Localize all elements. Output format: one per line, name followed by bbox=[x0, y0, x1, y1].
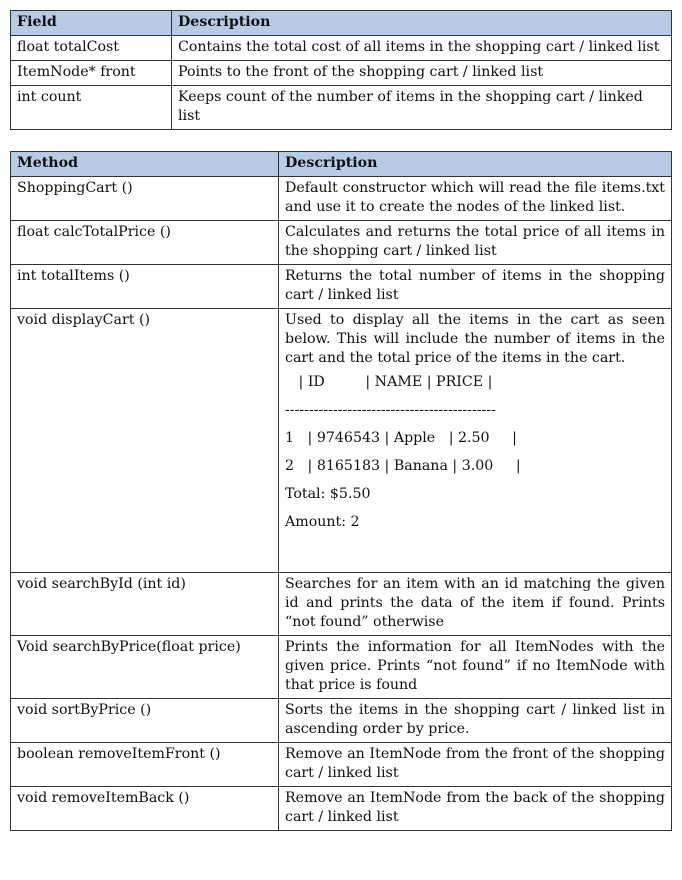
method-name: float calcTotalPrice () bbox=[11, 221, 279, 265]
table-row bbox=[11, 221, 672, 265]
method-name: void searchById (int id) bbox=[11, 573, 279, 636]
field-description: Contains the total cost of all items in the shopping cart / linked list bbox=[172, 36, 672, 61]
table-row bbox=[11, 309, 672, 573]
fields-header-description: Description bbox=[172, 11, 672, 36]
method-description: Returns the total number of items in the shopping cart / linked list bbox=[279, 265, 672, 309]
method-description: Remove an ItemNode from the back of the shopping cart / linked list bbox=[279, 787, 672, 831]
fields-table bbox=[10, 10, 672, 130]
table-row bbox=[11, 36, 672, 61]
table-row bbox=[11, 743, 672, 787]
display-example-line: 1 | 9746543 | Apple | 2.50 | bbox=[285, 430, 517, 446]
method-description: Default constructor which will read the file items.txt and use it to create the nodes of the linked list. bbox=[279, 177, 672, 221]
methods-header-row bbox=[11, 152, 672, 177]
display-example-amount: Amount: 2 bbox=[285, 514, 360, 530]
methods-table bbox=[10, 151, 672, 831]
method-description: Remove an ItemNode from the front of the shopping cart / linked list bbox=[279, 743, 672, 787]
table-row bbox=[11, 699, 672, 743]
display-example-total: Total: $5.50 bbox=[285, 486, 371, 502]
field-description: Points to the front of the shopping cart / linked list bbox=[172, 61, 672, 86]
display-example-separator: -------------------------------------------- bbox=[285, 402, 496, 418]
field-name: float totalCost bbox=[11, 36, 172, 61]
method-name: int totalItems () bbox=[11, 265, 279, 309]
method-name: ShoppingCart () bbox=[11, 177, 279, 221]
table-row bbox=[11, 61, 672, 86]
display-example-line: 2 | 8165183 | Banana | 3.00 | bbox=[285, 458, 521, 474]
methods-header-description: Description bbox=[279, 152, 672, 177]
method-name: void sortByPrice () bbox=[11, 699, 279, 743]
methods-header-method: Method bbox=[11, 152, 279, 177]
method-description-cell bbox=[279, 309, 672, 573]
method-name: boolean removeItemFront () bbox=[11, 743, 279, 787]
method-name: void removeItemBack () bbox=[11, 787, 279, 831]
method-name: void displayCart () bbox=[11, 309, 279, 573]
table-row bbox=[11, 787, 672, 831]
fields-header-row bbox=[11, 11, 672, 36]
field-name: ItemNode* front bbox=[11, 61, 172, 86]
method-description: Used to display all the items in the cart as seen below. This will include the number of items in the cart and the total price of the items in the cart. bbox=[285, 312, 665, 366]
table-row bbox=[11, 636, 672, 699]
field-name: int count bbox=[11, 86, 172, 130]
fields-header-field: Field bbox=[11, 11, 172, 36]
table-row bbox=[11, 86, 672, 130]
display-example-header: | ID | NAME | PRICE | bbox=[285, 374, 493, 390]
method-description: Searches for an item with an id matching the given id and prints the data of the item if found. Prints “not found” otherwise bbox=[279, 573, 672, 636]
table-row bbox=[11, 177, 672, 221]
method-description: Calculates and returns the total price of all items in the shopping cart / linked list bbox=[279, 221, 672, 265]
table-row bbox=[11, 573, 672, 636]
method-description: Sorts the items in the shopping cart / linked list in ascending order by price. bbox=[279, 699, 672, 743]
method-description: Prints the information for all ItemNodes with the given price. Prints “not found” if no ItemNode with that price is found bbox=[279, 636, 672, 699]
field-description: Keeps count of the number of items in the shopping cart / linked list bbox=[172, 86, 672, 130]
table-row bbox=[11, 265, 672, 309]
method-name: Void searchByPrice(float price) bbox=[11, 636, 279, 699]
